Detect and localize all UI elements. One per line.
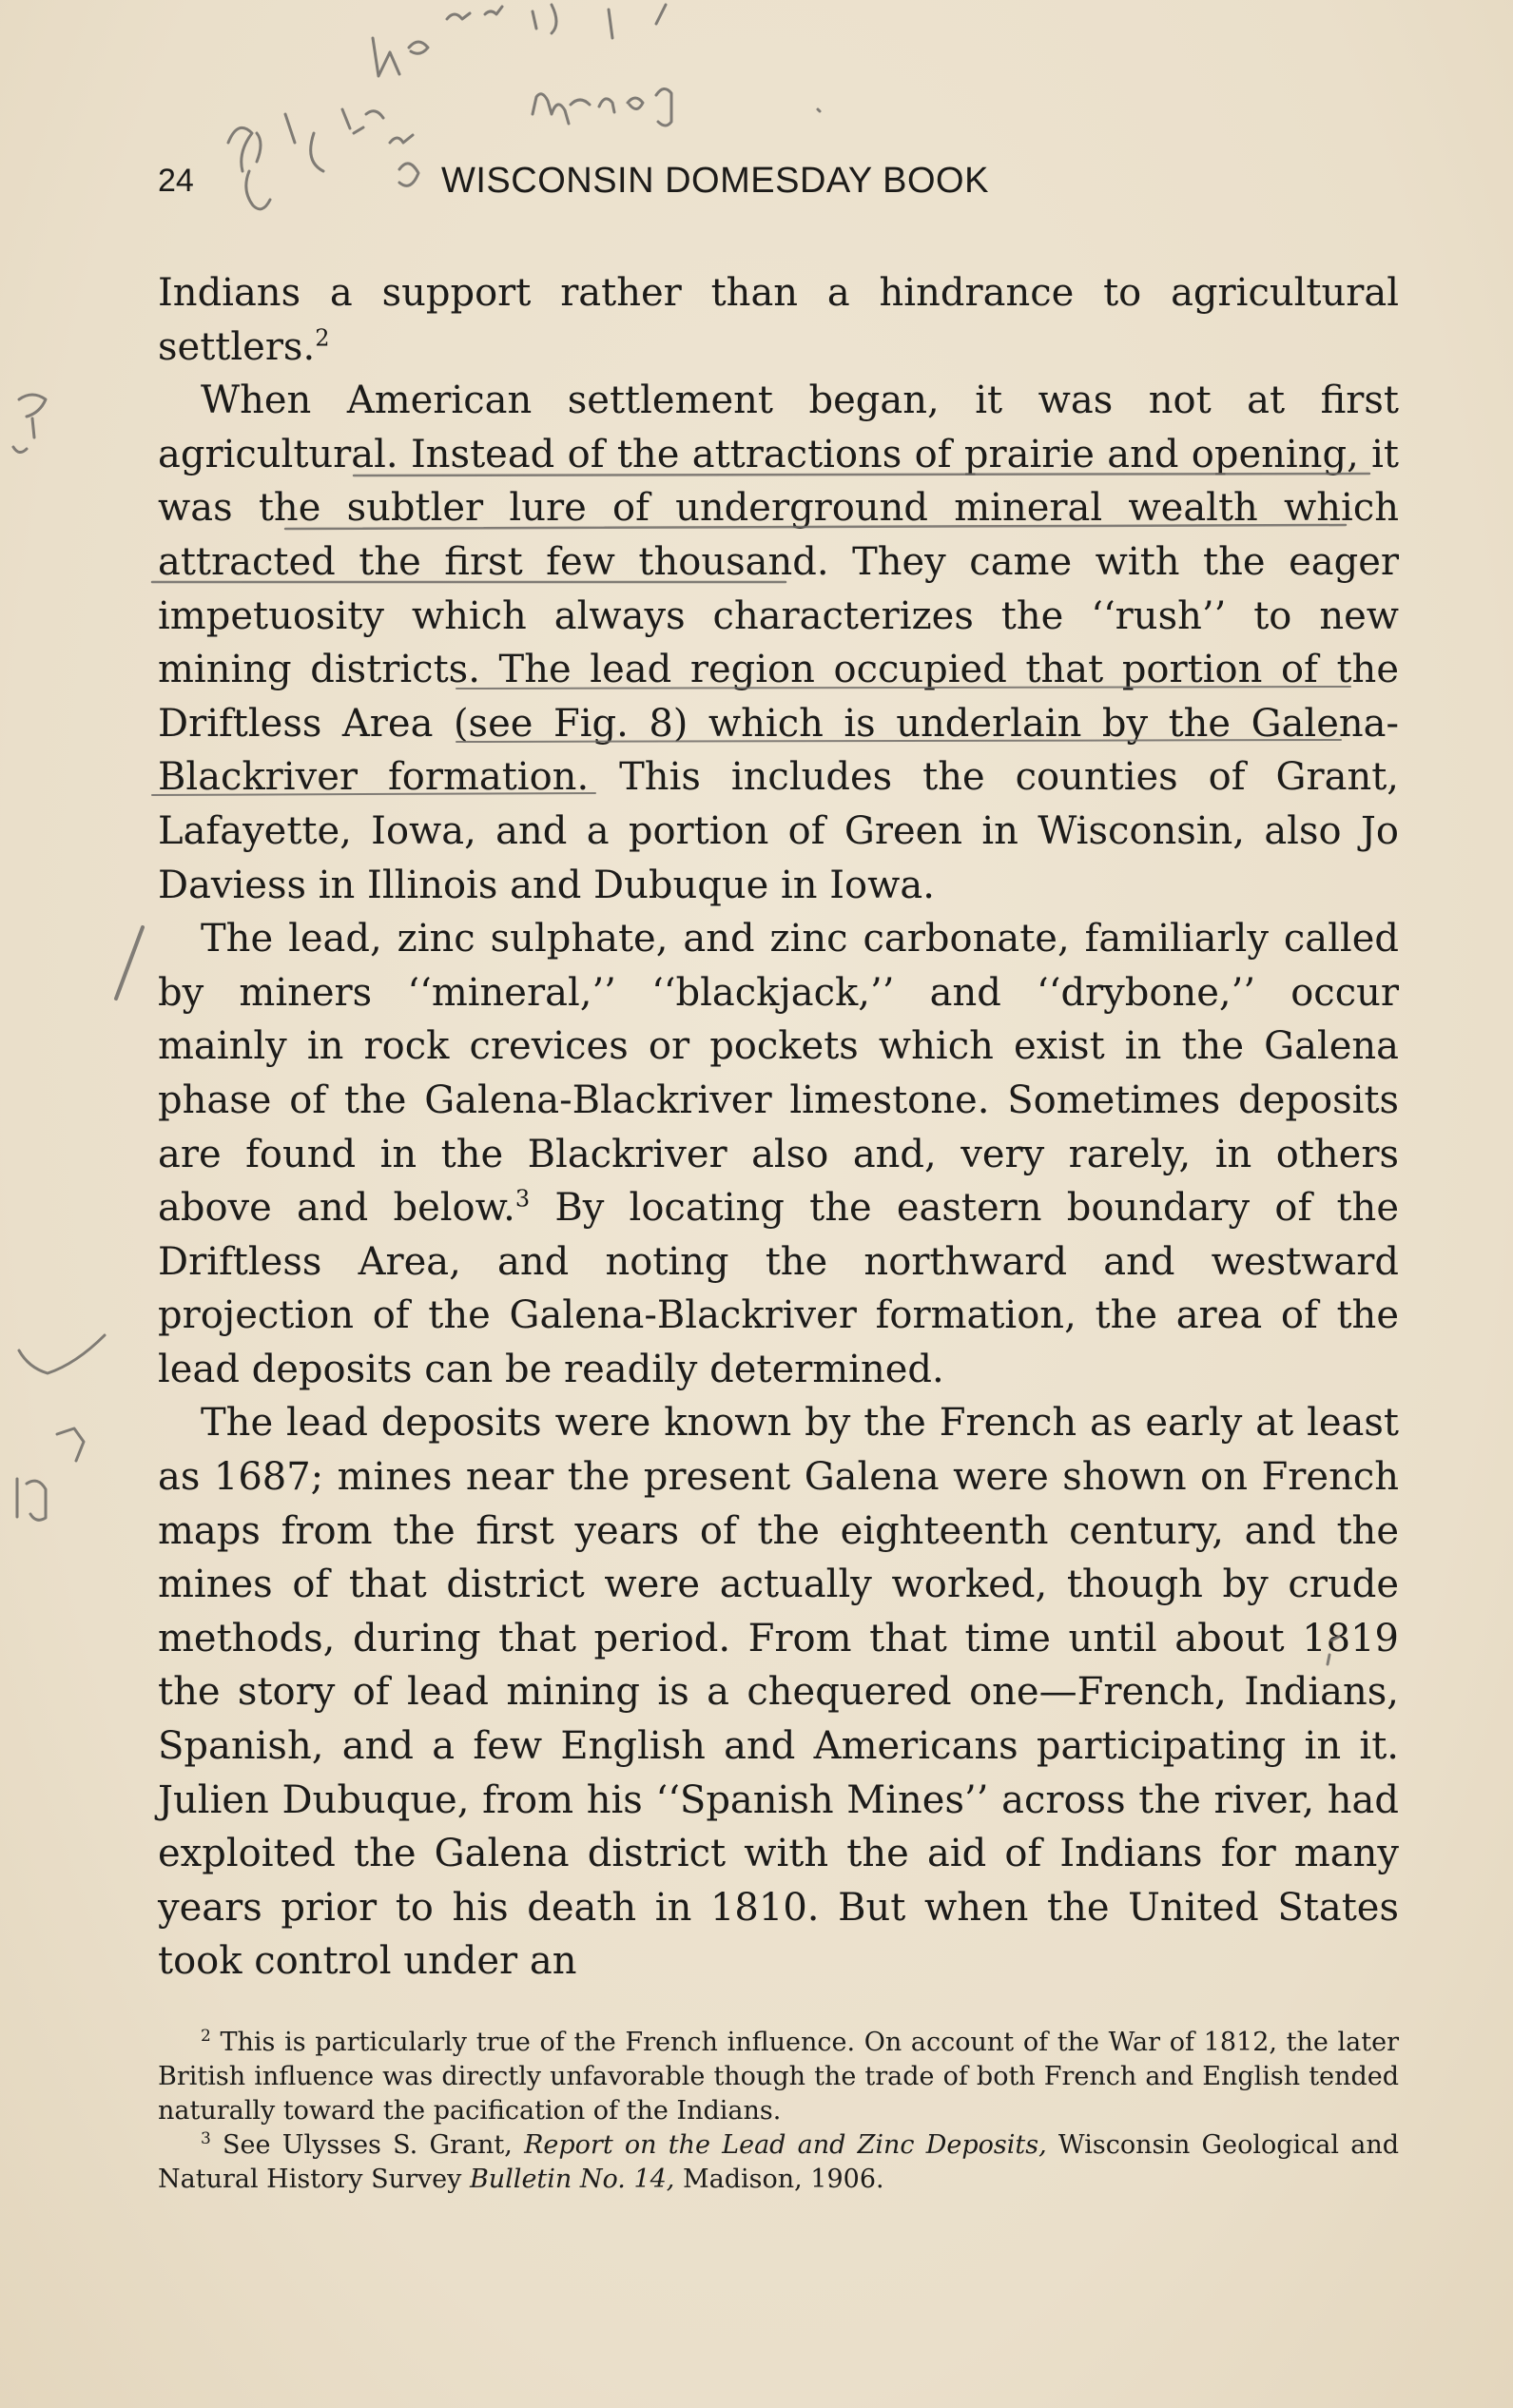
- paragraph-1-text: Indians a support rather than a hindrance to agricultural settlers.: [158, 271, 1399, 369]
- pencil-tick-mark: [19, 1335, 105, 1373]
- pencil-scribble-top: [373, 5, 666, 76]
- pencil-margin-mark-2: [57, 1428, 84, 1461]
- footnote-2-text: This is particularly true of the French influence. On account of the War of 1812, the later British influence was directly unfavorable though the trade of both French and English tended naturally toward the pacification of the Indians.: [158, 2028, 1399, 2126]
- page-number: 24: [158, 163, 194, 199]
- paragraph-3-text-b: By locating the eastern boundary of the Driftless Area, and noting the northward and westward projection of the Galena-Blackriver formation, the area of the lead deposits can be readily determined.: [158, 1186, 1399, 1391]
- paragraph-3: [158, 912, 1399, 1396]
- running-title: WISCONSIN DOMESDAY BOOK: [441, 161, 989, 201]
- footnote-ref-2: 2: [315, 324, 330, 352]
- footnote-3-series: Bulletin No. 14,: [469, 2165, 675, 2194]
- footnote-3-text-c: Madison, 1906.: [674, 2165, 884, 2194]
- footnote-3-title: Report on the Lead and Zinc Deposits,: [524, 2130, 1047, 2160]
- footnote-2: [158, 2026, 1399, 2128]
- paragraph-3-text-a: The lead, zinc sulphate, and zinc carbonate, familiarly called by miners ‘‘mineral,’’ ‘‘blackjack,’’ and ‘‘drybone,’’ occur mainly in rock crevices or pockets which exist in the Galena phase of the Galena-Blackriver limestone. Sometimes deposits are found in the Blackriver also and, very rarely, in others above and below.: [158, 917, 1399, 1231]
- body-text: [158, 266, 1399, 1989]
- footnote-2-mark: 2: [201, 2027, 211, 2046]
- footnote-3-mark: 3: [201, 2129, 211, 2148]
- page-header: [158, 155, 1432, 203]
- pencil-slash-mark: [116, 927, 143, 999]
- footnote-3-text-b: Wisconsin Geological and Natural History Survey: [158, 2130, 1400, 2194]
- paragraph-4: The lead deposits were known by the French as early at least as 1687; mines near the present Galena were shown on French maps from the first years of the eighteenth century, and the mines of that district were actually worked, though by crude methods, during that period. From that time until about 1819 the story of lead mining is a chequered one—French, Indians, Spanish, and a few English and Americans participating in it. Julien Dubuque, from his ‘‘Spanish Mines’’ across the river, had exploited the Galena district with the aid of Indians for many years prior to his death in 1810. But when the United States took control under an: [158, 1401, 1399, 1984]
- pencil-margin-mark-1: [13, 395, 46, 453]
- pencil-dot-1: [818, 109, 820, 111]
- footnote-ref-3: 3: [514, 1185, 531, 1213]
- paragraph-1: [158, 266, 1399, 374]
- pencil-margin-mark-3: [17, 1479, 46, 1520]
- footnote-3-text-a: See Ulysses S. Grant,: [223, 2130, 525, 2160]
- paragraph-2: When American settlement began, it was not at first agricultural. Instead of the attractions of prairie and opening, it was the subtler lure of underground mineral wealth which attracted the first few thousand. They came with the eager impetuosity which always characterizes the ‘‘rush’’ to new mining districts. The lead region occupied that portion of the Driftless Area (see Fig. 8) which is underlain by the Galena-Blackriver formation. This includes the counties of Grant, Lafayette, Iowa, and a portion of Green in Wisconsin, also Jo Daviess in Illinois and Dubuque in Iowa.: [158, 379, 1399, 907]
- pencil-scribble-word: [533, 88, 671, 126]
- footnote-3: [158, 2128, 1399, 2197]
- footnotes: [158, 2026, 1399, 2197]
